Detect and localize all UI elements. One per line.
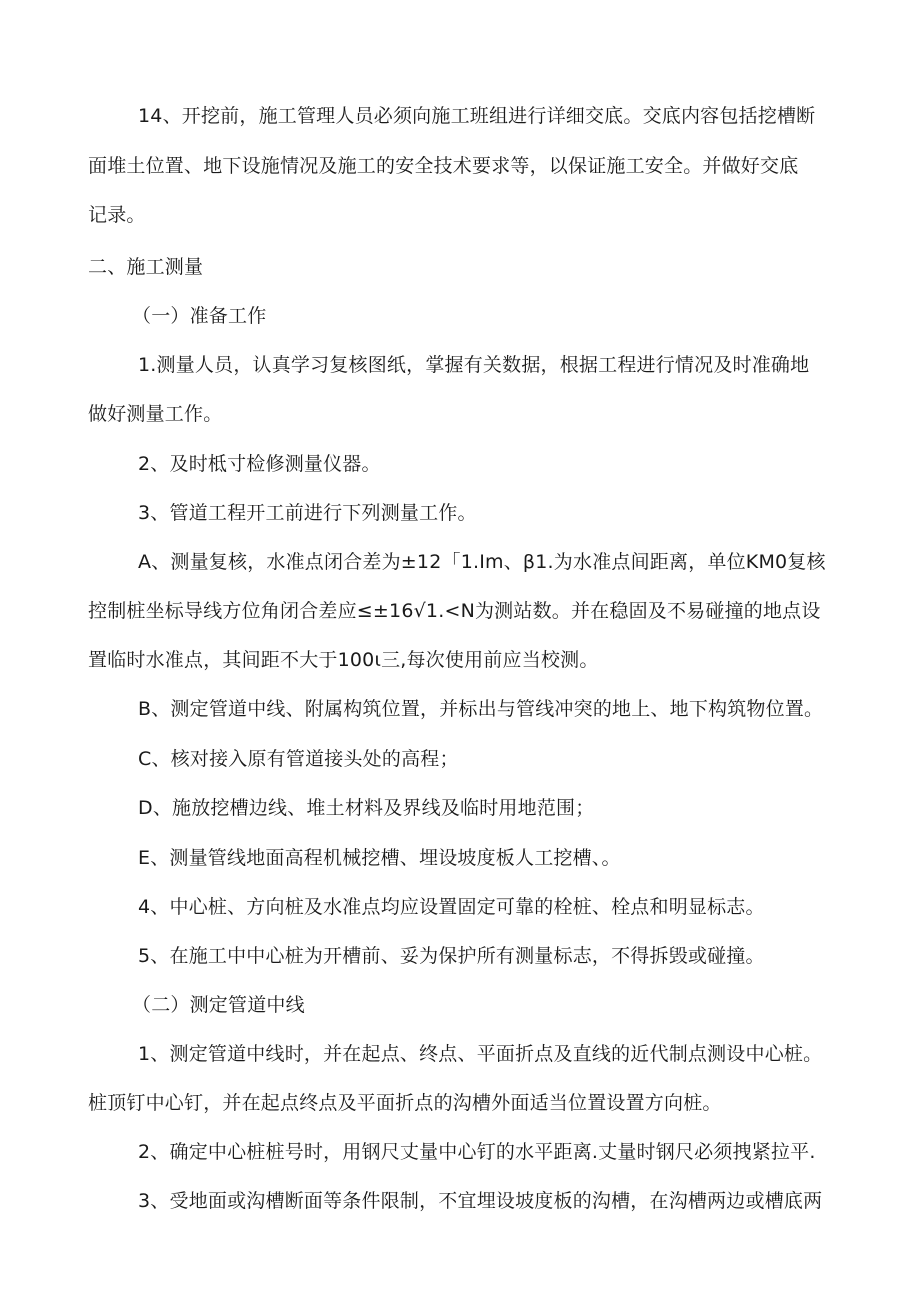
paragraph-line: 3、受地面或沟槽断面等条件限制，不宜埋设坡度板的沟槽，在沟槽两边或槽底两 [138,1190,823,1212]
paragraph-line: 桩顶钉中心钉，并在起点终点及平面折点的沟槽外面适当位置设置方向桩。 [88,1092,722,1114]
paragraph-line: 1、测定管道中线时，并在起点、终点、平面折点及直线的近代制点测设中心桩。 [138,1043,823,1065]
paragraph-line: E、测量管线地面高程机械挖槽、埋设坡度板人工挖槽、。 [138,847,621,869]
subsection-heading: （一）准备工作 [132,305,267,327]
paragraph-line: 1.测量人员，认真学习复核图纸，掌握有关数据，根据工程进行情况及时准确地 [138,354,810,376]
paragraph-line: 置临时水准点，其间距不大于100ι三,每次使用前应当校测。 [88,649,599,671]
paragraph-line: 2、及时柢寸检修测量仪器。 [138,453,381,475]
paragraph-line: 面堆土位置、地下设施情况及施工的安全技术要求等，以保证施工安全。并做好交底 [88,155,799,177]
paragraph-line: 记录。 [88,204,146,226]
paragraph-line: 5、在施工中中心桩为开槽前、妥为保护所有测量标志，不得拆毁或碰撞。 [138,945,765,967]
paragraph-line: A、测量复核，水准点闭合差为±12「1.Im、β1.为水准点间距离，单位KM0复核 [138,551,826,573]
paragraph-line: D、施放挖槽边线、堆土材料及界线及临时用地范围； [138,797,595,819]
paragraph-line: 做好测量工作。 [88,403,223,425]
paragraph-line: 控制桩坐标导线方位角闭合差应≤±16√1.<N为测站数。并在稳固及不易碰撞的地点设 [88,600,821,622]
section-heading: 二、施工测量 [88,256,204,278]
subsection-heading: （二）测定管道中线 [132,994,305,1016]
paragraph-line: 2、确定中心桩桩号时，用钢尺丈量中心钉的水平距离.丈量时钢尺必须拽紧拉平. [138,1141,816,1163]
paragraph-line: 3、管道工程开工前进行下列测量工作。 [138,502,477,524]
paragraph-line: 4、中心桩、方向桩及水准点均应设置固定可靠的栓桩、栓点和明显标志。 [138,896,765,918]
paragraph-line: C、核对接入原有管道接头处的高程； [138,748,459,770]
paragraph-line: B、测定管道中线、附属构筑位置，并标出与管线冲突的地上、地下构筑物位置。 [138,698,824,720]
paragraph-line: 14、开挖前，施工管理人员必须向施工班组进行详细交底。交底内容包括挖槽断 [138,105,816,127]
